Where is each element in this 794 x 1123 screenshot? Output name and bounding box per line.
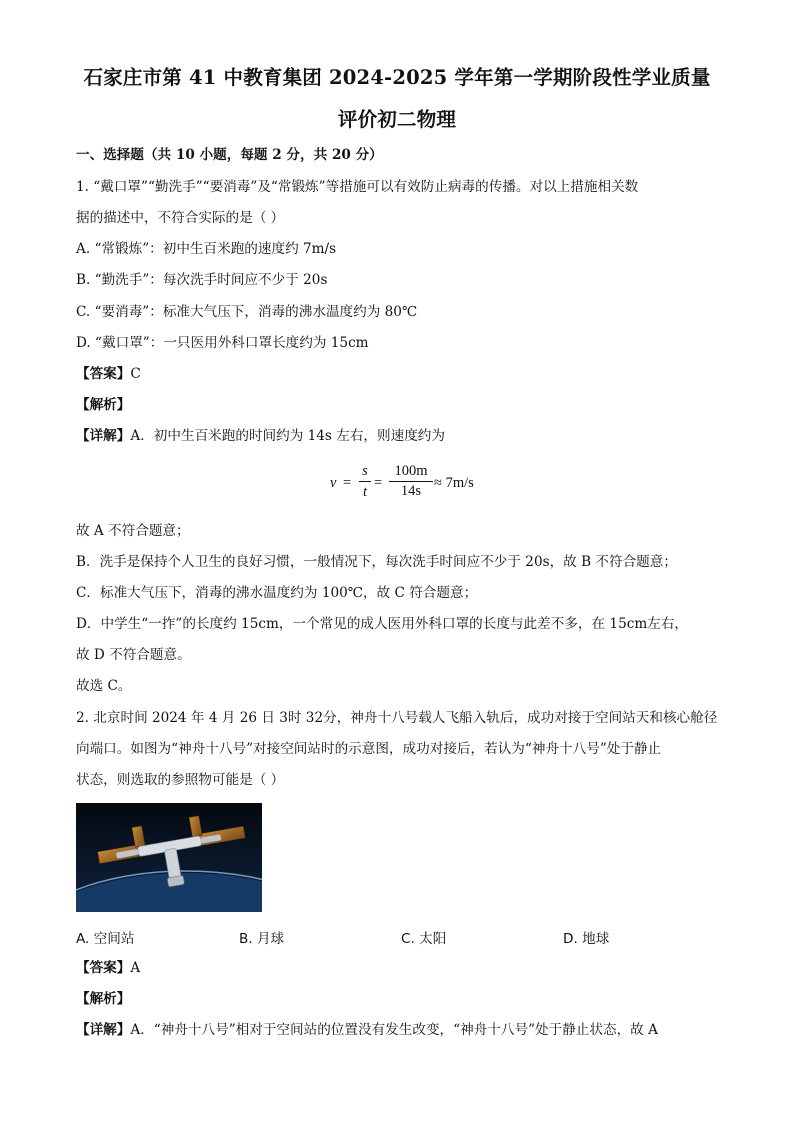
q2-option-a: A. 空间站: [76, 931, 135, 947]
q1-detail-c: C．标准大气压下，消毒的沸水温度约为 100℃，故 C 符合题意；: [76, 585, 478, 601]
detail-label: 【详解】: [76, 1022, 131, 1038]
q1-detail-b: B．洗手是保持个人卫生的良好习惯，一般情况下，每次洗手时间应不少于 20s，故 B 不符合题意；: [76, 554, 677, 570]
q2-analysis-label: 【解析】: [76, 991, 131, 1007]
q1-option-d: D. “戴口罩”：一只医用外科口罩长度约为 15cm: [76, 335, 369, 351]
formula-s: s: [362, 463, 368, 479]
formula-fraction-s-over-t: [359, 462, 371, 501]
q1-detail-a: [76, 426, 445, 446]
q1-stem-line1: 1. “戴口罩”“勤洗手”“要消毒”及“常锻炼”等措施可以有效防止病毒的传播。对以上措施相关数: [76, 179, 639, 195]
formula-equals-1: =: [343, 475, 352, 491]
detail-a-text: A．初中生百米跑的时间约为 14s 左右，则速度约为: [130, 428, 445, 444]
q1-final-choice: 故选 C。: [76, 678, 132, 694]
page-title-line1: 石家庄市第 41 中教育集团 2024-2025 学年第一学期阶段性学业质量: [83, 66, 711, 89]
q1-stem-line2: 据的描述中，不符合实际的是（ ）: [76, 210, 285, 226]
detail-a-text: A．“神舟十八号”相对于空间站的位置没有发生改变，“神舟十八号”处于静止状态，故 A: [130, 1022, 658, 1038]
space-station-illustration: [76, 803, 262, 912]
formula-result: ≈ 7m/s: [434, 475, 474, 491]
q2-answer: [76, 958, 140, 978]
formula-fraction-values: [389, 462, 433, 500]
q1-detail-d-line2: 故 D 不符合题意。: [76, 647, 191, 663]
answer-label: 【答案】: [76, 366, 131, 382]
formula-t: t: [362, 484, 368, 500]
q1-analysis-label: 【解析】: [76, 397, 131, 413]
q1-detail-d-line1: D．中学生“一拃”的长度约 15cm，一个常见的成人医用外科口罩的长度与此差不多，在 15cm左右，: [76, 616, 689, 632]
page-title-line2: 评价初二物理: [337, 108, 457, 131]
answer-value: A: [130, 960, 141, 976]
q2-option-c: C. 太阳: [401, 931, 447, 947]
section-heading: 一、选择题（共 10 小题，每题 2 分，共 20 分）: [76, 147, 383, 163]
formula-equals-2: =: [374, 475, 383, 491]
fraction-bar: [359, 481, 371, 482]
q2-stem-line3: 状态，则选取的参照物可能是（ ）: [76, 772, 285, 788]
detail-label: 【详解】: [76, 428, 131, 444]
q1-option-c: C. “要消毒”：标准大气压下，消毒的沸水温度约为 80℃: [76, 304, 418, 320]
q1-option-b: B. “勤洗手”：每次洗手时间应不少于 20s: [76, 272, 328, 288]
formula-denominator: 14s: [400, 483, 422, 499]
q2-detail-a: [76, 1020, 658, 1040]
q2-option-d: D. 地球: [563, 931, 610, 947]
answer-value: C: [130, 366, 141, 382]
q1-option-a: A. “常锻炼”：初中生百米跑的速度约 7m/s: [76, 241, 337, 257]
fraction-bar: [389, 481, 433, 482]
formula-v: v: [330, 475, 337, 491]
formula-numerator: 100m: [394, 463, 428, 479]
velocity-formula: [326, 458, 486, 512]
q2-stem-line1: 2. 北京时间 2024 年 4 月 26 日 3时 32分，神舟十八号载人飞船入轨后，成功对接于空间站天和核心舱径: [76, 710, 718, 726]
q2-option-b: B. 月球: [239, 931, 285, 947]
answer-label: 【答案】: [76, 960, 131, 976]
q1-conclusion-a: 故 A 不符合题意；: [76, 523, 190, 539]
q2-stem-line2: 向端口。如图为“神舟十八号”对接空间站时的示意图，成功对接后，若认为“神舟十八号”处于静止: [76, 741, 662, 757]
q1-answer: [76, 364, 141, 384]
space-station-image: [76, 803, 262, 912]
